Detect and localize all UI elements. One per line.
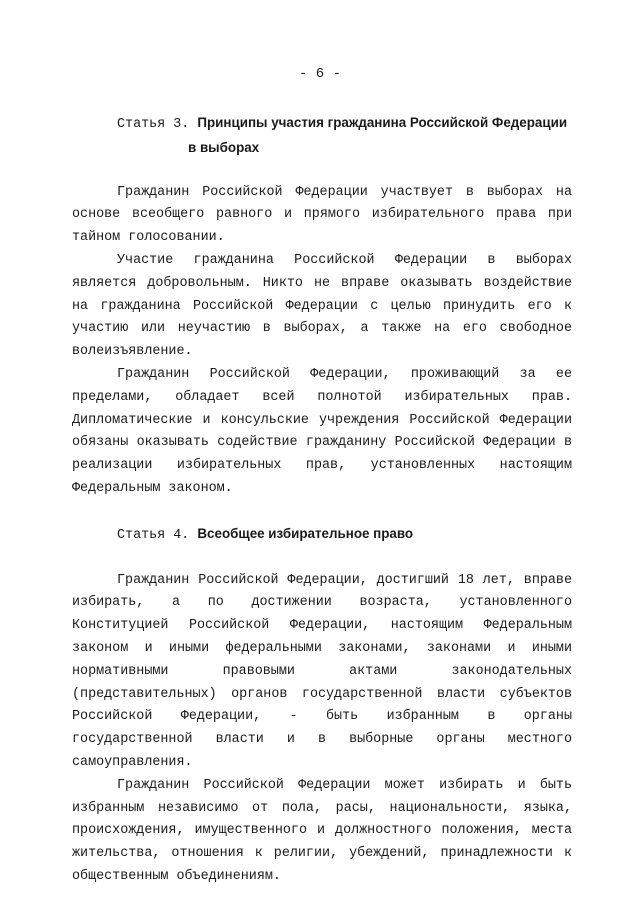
article-3-title-line2: в выборах [188, 139, 260, 155]
page-number: - 6 - [298, 66, 341, 82]
article-3-paragraph-1: Гражданин Российской Федерации участвует в выборах на основе всеобщего равного и прямого избирательного права при тайном голосовании. [72, 184, 572, 246]
article-4-paragraph-1: Гражданин Российской Федерации, достигший 18 лет, вправе избирать, а по достижении возраста, установленного Конституцией Российской Федерации, настоящим Федеральным законом и иными федеральными законами, законами и иными нормативными правовыми актами законодательных (представительных) органов государственной власти субъектов Российской Федерации, - быть избранным в органы государственной власти и в выборные органы местного самоуправления. [72, 572, 572, 770]
article-3-paragraph-3: Гражданин Российской Федерации, проживающий за ее пределами, обладает всей полнотой избирательных прав. Дипломатические и консульские учреждения Российской Федерации обязаны оказывать содействие гражданину Российской Федерации в реализации избирательных прав, установленных настоящим Федеральным законом. [72, 366, 572, 496]
article-3-label: Статья 3. [117, 117, 190, 132]
article-4-paragraph-2: Гражданин Российской Федерации может избирать и быть избранным независимо от пола, расы, национальности, языка, происхождения, имущественного и должностного положения, места жительства, отношения к религии, убеждений, принадлежности к общественным объединениям. [72, 777, 572, 884]
article-3-paragraph-2: Участие гражданина Российской Федерации в выборах является добровольным. Никто не вправе оказывать воздействие на гражданина Российской Федерации с целью принудить его к участию или неучастию в выборах, а также на его свободное волеизъявление. [72, 252, 572, 360]
article-3-title-line1: Принципы участия гражданина Российской Федерации [197, 115, 568, 130]
article-3-heading [72, 112, 572, 160]
document-body [72, 112, 572, 889]
article-4-heading [72, 523, 572, 548]
article-4-label: Статья 4. [117, 527, 190, 543]
article-4-title: Всеобщее избирательное право [197, 525, 414, 541]
